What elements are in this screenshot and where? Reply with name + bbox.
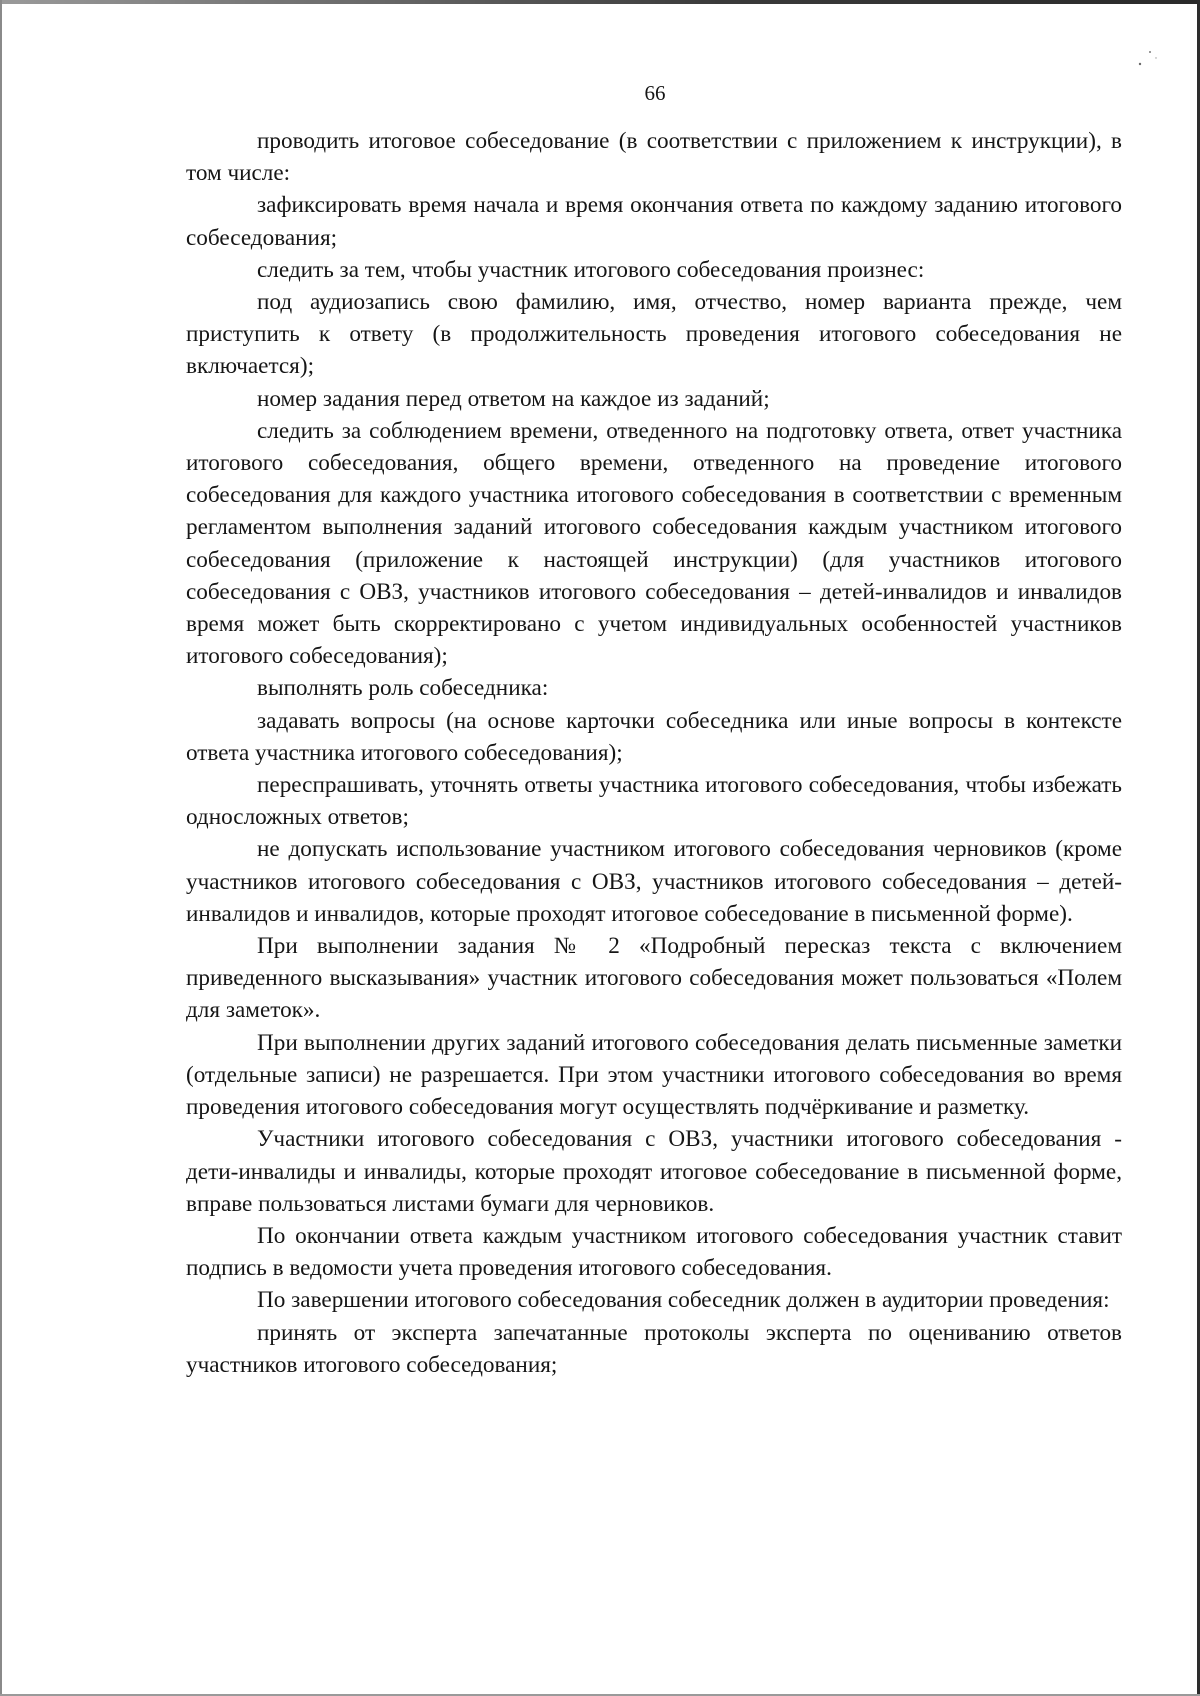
- paragraph: переспрашивать, уточнять ответы участника итогового собеседования, чтобы избежать односложных ответов;: [186, 772, 1122, 831]
- scan-speck-marks: [1136, 46, 1160, 76]
- paragraph: По завершении итогового собеседования собеседник должен в аудитории проведения:: [257, 1287, 1110, 1314]
- paragraph: под аудиозапись свою фамилию, имя, отчество, номер варианта прежде, чем приступить к ответу (в продолжительность проведения итогового собеседования не включается);: [186, 289, 1122, 380]
- paragraph: задавать вопросы (на основе карточки собеседника или иные вопросы в контексте ответа участника итогового собеседования);: [186, 707, 1122, 766]
- page-number: 66: [644, 81, 666, 105]
- paragraph: Участники итогового собеседования с ОВЗ, участники итогового собеседования - дети-инвалиды и инвалиды, которые проходят итоговое собеседование в письменной форме, вправе пользоваться листами бумаги для черновиков.: [186, 1126, 1122, 1217]
- paragraph: При выполнении других заданий итогового собеседования делать письменные заметки (отдельные записи) не разрешается. При этом участники итогового собеседования во время проведения итогового собеседования могут осуществлять подчёркивание и разметку.: [186, 1029, 1122, 1121]
- paragraph: По окончании ответа каждым участником итогового собеседования участник ставит подпись в ведомости учета проведения итогового собеседования.: [186, 1222, 1122, 1282]
- paragraph: При выполнении задания № 2 «Подробный пересказ текста с включением приведенного высказывания» участник итогового собеседования может пользоваться «Полем для заметок».: [186, 933, 1122, 1024]
- document-body: [186, 125, 1122, 1381]
- paragraph: проводить итоговое собеседование (в соответствии с приложением к инструкции), в том числе:: [186, 128, 1122, 187]
- scan-top-edge: [0, 0, 1200, 4]
- paragraph: зафиксировать время начала и время окончания ответа по каждому заданию итогового собеседования;: [186, 192, 1122, 251]
- paragraph: номер задания перед ответом на каждое из заданий;: [257, 385, 770, 412]
- paragraph: следить за тем, чтобы участник итогового собеседования произнес:: [257, 256, 925, 283]
- paragraph: принять от эксперта запечатанные протоколы эксперта по оцениванию ответов участников итогового собеседования;: [186, 1319, 1122, 1378]
- paragraph: следить за соблюдением времени, отведенного на подготовку ответа, ответ участника итогового собеседования, общего времени, отведенного на проведение итогового собеседования для каждого участника итогового собеседования в соответствии с временным регламентом выполнения заданий итогового собеседования каждым участником итогового собеседования (приложение к настоящей инструкции) (для участников итогового собеседования с ОВЗ, участников итогового собеседования – детей-инвалидов и инвалидов время может быть скорректировано с учетом индивидуальных особенностей участников итогового собеседования);: [186, 417, 1122, 670]
- paragraph: не допускать использование участником итогового собеседования черновиков (кроме участников итогового собеседования с ОВЗ, участников итогового собеседования – детей-инвалидов и инвалидов, которые проходят итоговое собеседование в письменной форме).: [186, 836, 1122, 927]
- paragraph: выполнять роль собеседника:: [257, 675, 549, 702]
- scan-left-edge: [0, 0, 2, 1696]
